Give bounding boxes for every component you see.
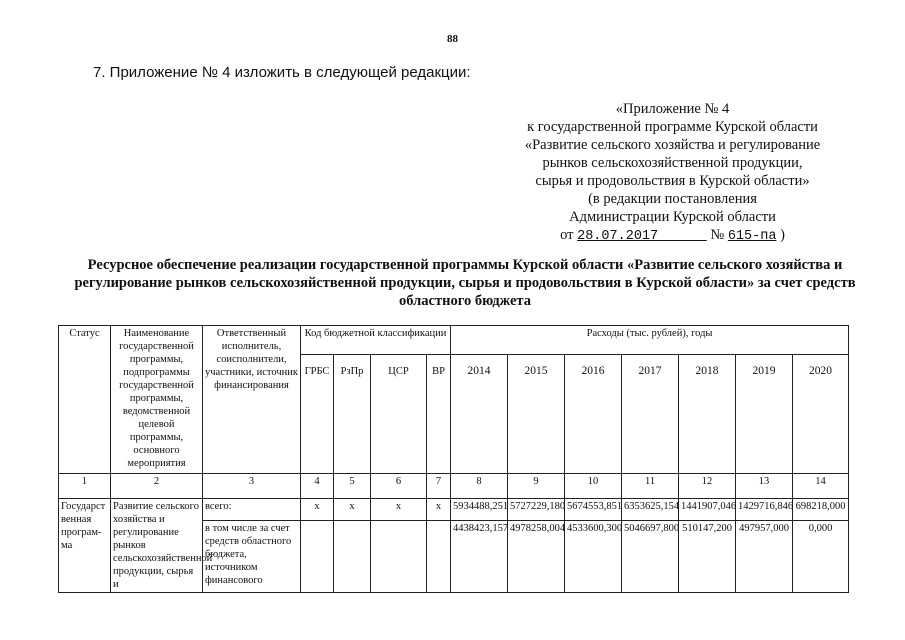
column-number: 6 (371, 474, 427, 499)
value-cell: 1429716,846 (736, 499, 793, 521)
date-prefix: от (560, 227, 574, 243)
value-cell: 0,000 (793, 521, 849, 593)
value-cell: 6353625,154 (622, 499, 679, 521)
column-number: 2 (111, 474, 203, 499)
header-year: 2016 (565, 355, 622, 474)
decree-date: 28.07.2017 (577, 229, 659, 244)
column-number-row (59, 474, 849, 499)
appendix-header (480, 100, 865, 246)
header-year: 2018 (679, 355, 736, 474)
table-row (59, 499, 849, 521)
code-cell: x (334, 499, 371, 521)
item-text: 7. Приложение № 4 изложить в следующей редакции: (93, 64, 471, 81)
row-status: Государст венная програм- ма (59, 499, 111, 593)
header-year: 2014 (451, 355, 508, 474)
appendix-line-1: «Приложение № 4 (615, 101, 730, 117)
column-number: 1 (59, 474, 111, 499)
column-number: 12 (679, 474, 736, 499)
value-cell: 5934488,251 (451, 499, 508, 521)
value-cell: 4978258,004 (508, 521, 565, 593)
appendix-line-3: «Развитие сельского хозяйства и регулирование (524, 137, 821, 153)
code-cell: x (371, 499, 427, 521)
row-regional-label: в том числе за счет средств областного бюджета, источником финансового (203, 521, 301, 593)
column-number: 8 (451, 474, 508, 499)
header-code-group: Код бюджетной классификации (301, 326, 451, 355)
header-year: 2020 (793, 355, 849, 474)
column-number: 10 (565, 474, 622, 499)
appendix-date-line (480, 226, 865, 246)
header-vr: ВР (427, 355, 451, 474)
empty-cell (301, 521, 334, 593)
budget-table (58, 325, 849, 593)
value-cell: 698218,000 (793, 499, 849, 521)
value-cell: 510147,200 (679, 521, 736, 593)
header-year: 2015 (508, 355, 565, 474)
header-csr: ЦСР (371, 355, 427, 474)
header-status: Статус (59, 326, 111, 474)
column-number: 4 (301, 474, 334, 499)
empty-cell (371, 521, 427, 593)
close-paren: ) (780, 227, 785, 243)
column-number: 5 (334, 474, 371, 499)
appendix-line-5: сырья и продовольствия в Курской области» (535, 173, 810, 189)
value-cell: 1441907,046 (679, 499, 736, 521)
value-cell: 5674553,851 (565, 499, 622, 521)
row-name: Развитие сельского хозяйства и регулирование рынков сельскохозяйственной продукции, сырья и (111, 499, 203, 593)
value-cell: 4533600,300 (565, 521, 622, 593)
header-grbs: ГРБС (301, 355, 334, 474)
column-number: 14 (793, 474, 849, 499)
header-rzpr: РзПр (334, 355, 371, 474)
column-number: 9 (508, 474, 565, 499)
appendix-line-2: к государственной программе Курской области (527, 119, 818, 135)
value-cell: 497957,000 (736, 521, 793, 593)
number-prefix: № (710, 227, 725, 243)
column-number: 13 (736, 474, 793, 499)
header-year: 2017 (622, 355, 679, 474)
page-number: 88 (447, 33, 458, 45)
value-cell: 5046697,800 (622, 521, 679, 593)
header-name: Наименование государственной программы, подпрограммы государственной программы, ведомственной целевой программы, основного мероприятия (111, 326, 203, 474)
header-year: 2019 (736, 355, 793, 474)
column-number: 7 (427, 474, 451, 499)
appendix-line-6: (в редакции постановления (588, 191, 757, 207)
code-cell: x (301, 499, 334, 521)
decree-number: 615-па (727, 229, 777, 244)
empty-cell (334, 521, 371, 593)
empty-cell (427, 521, 451, 593)
value-cell: 4438423,157 (451, 521, 508, 593)
header-row-1 (59, 326, 849, 355)
appendix-line-7: Администрации Курской области (569, 209, 776, 225)
document-title: Ресурсное обеспечение реализации государственной программы Курской области «Развитие сельского хозяйства и регулирование рынков сельскохозяйственной продукции, сырья и продовольствия в Курской области» за счет средств областного бюджета (74, 257, 856, 309)
column-number: 3 (203, 474, 301, 499)
header-responsible: Ответственный исполнитель, соисполнители, участники, источник финансирования (203, 326, 301, 474)
code-cell: x (427, 499, 451, 521)
row-total-label: всего: (203, 499, 301, 521)
appendix-line-4: рынков сельскохозяйственной продукции, (542, 155, 803, 171)
header-expenses-group: Расходы (тыс. рублей), годы (451, 326, 849, 355)
column-number: 11 (622, 474, 679, 499)
value-cell: 5727229,180 (508, 499, 565, 521)
